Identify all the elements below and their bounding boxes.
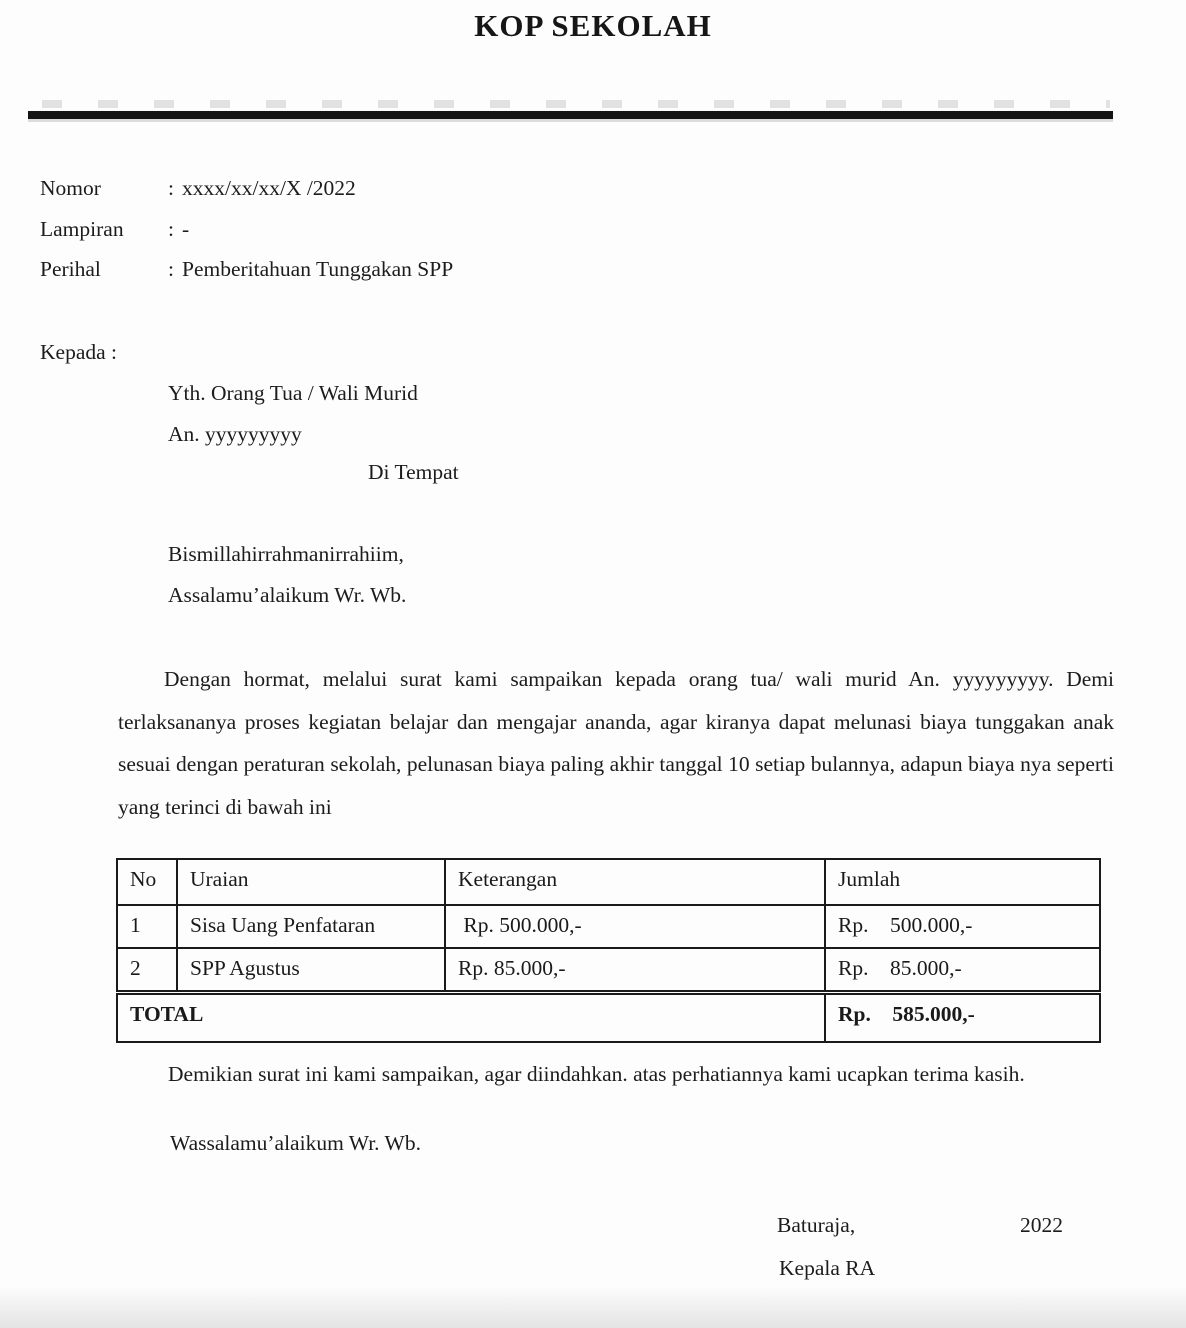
letterhead-title: KOP SEKOLAH: [474, 8, 712, 43]
table-row: [117, 948, 1100, 993]
meta-value-perihal: Pemberitahuan Tunggakan SPP: [182, 257, 454, 281]
fee-table: [116, 858, 1101, 1043]
signature-role: Kepala RA: [779, 1256, 876, 1280]
closing-salam: Wassalamu’alaikum Wr. Wb.: [170, 1131, 421, 1155]
fee-table-header-row: [117, 859, 1100, 905]
cell-jumlah: Rp. 85.000,-: [825, 948, 1100, 993]
total-value: Rp. 585.000,-: [825, 993, 1100, 1043]
meta-colon: :: [168, 217, 174, 241]
meta-label-perihal: Perihal: [40, 257, 101, 281]
letterhead-rule: [28, 111, 1113, 119]
meta-value-nomor: xxxx/xx/xx/X /2022: [182, 176, 356, 200]
meta-row-perihal: [40, 257, 453, 282]
body-paragraph: Dengan hormat, melalui surat kami sampaikan kepada orang tua/ wali murid An. yyyyyyyyy. Demi terlaksananya proses kegiatan belajar dan mengajar ananda, agar kiranya dapat melunasi biaya tunggakan anak sesuai dengan peraturan sekolah, pelunasan biaya paling akhir tanggal 10 setiap bulannya, adapun biaya nya seperti yang terinci di bawah ini: [118, 667, 1114, 819]
fee-table-header-keterangan: Keterangan: [445, 859, 825, 905]
letterhead-dashed-line: [42, 100, 1110, 108]
meta-row-nomor: [40, 176, 356, 201]
cell-no: 1: [117, 905, 177, 948]
signature-block: [777, 1213, 1137, 1303]
meta-colon: :: [168, 176, 174, 200]
salutation-bismillah: Bismillahirrahmanirrahiim,: [168, 542, 404, 566]
recipient-line-an: An. yyyyyyyyy: [168, 422, 302, 446]
table-row: [117, 905, 1100, 948]
meta-label-lampiran: Lampiran: [40, 217, 124, 241]
signature-year: 2022: [1020, 1213, 1063, 1237]
fee-table-header-uraian: Uraian: [177, 859, 445, 905]
cell-keterangan: Rp. 85.000,-: [445, 948, 825, 993]
meta-colon: :: [168, 257, 174, 281]
cell-jumlah: Rp. 500.000,-: [825, 905, 1100, 948]
salutation-assalamu: Assalamu’alaikum Wr. Wb.: [168, 583, 407, 607]
cell-uraian: Sisa Uang Penfataran: [177, 905, 445, 948]
total-label: TOTAL: [117, 993, 825, 1043]
recipient-kepada: Kepada :: [40, 340, 118, 364]
signature-city: Baturaja,: [777, 1213, 856, 1237]
fee-table-header-no: No: [117, 859, 177, 905]
recipient-line-ditempat: Di Tempat: [368, 460, 459, 484]
meta-value-lampiran: -: [182, 217, 190, 241]
cell-keterangan: Rp. 500.000,-: [445, 905, 825, 948]
cell-uraian: SPP Agustus: [177, 948, 445, 993]
closing-paragraph: Demikian surat ini kami sampaikan, agar diindahkan. atas perhatiannya kami ucapkan terima kasih.: [168, 1062, 1025, 1086]
fee-table-header-jumlah: Jumlah: [825, 859, 1100, 905]
recipient-line-yth: Yth. Orang Tua / Wali Murid: [168, 381, 418, 405]
meta-row-lampiran: [40, 217, 189, 242]
fee-table-total-row: [117, 993, 1100, 1043]
meta-label-nomor: Nomor: [40, 176, 101, 200]
cell-no: 2: [117, 948, 177, 993]
